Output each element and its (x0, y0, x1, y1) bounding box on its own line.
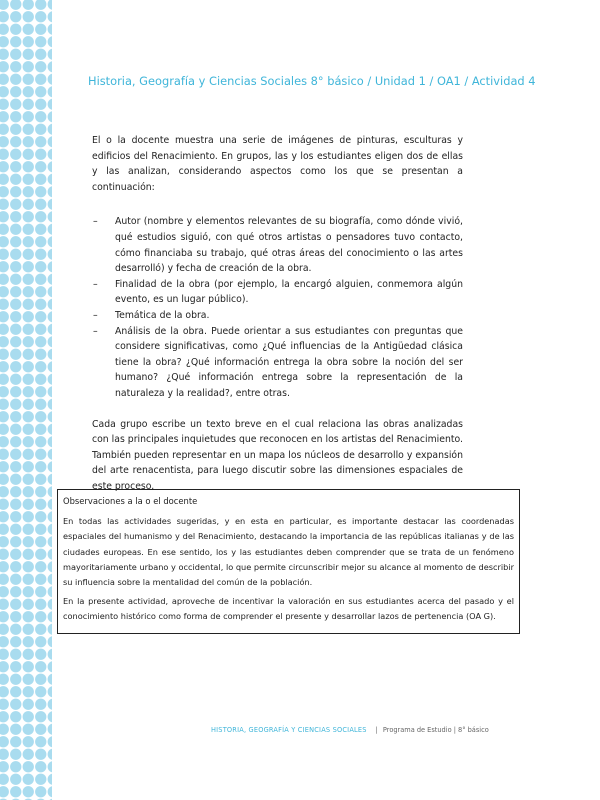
footer-subject: HISTORIA, GEOGRAFÍA Y CIENCIAS SOCIALES (211, 726, 367, 734)
aspects-list (92, 214, 463, 401)
list-item: – Finalidad de la obra (por ejemplo, la encargó alguien, conmemora algún evento, es un lugar público). (92, 277, 463, 308)
footer-separator: | (375, 726, 378, 734)
footer-program: Programa de Estudio (382, 726, 452, 734)
observation-paragraph: En la presente actividad, aproveche de incentivar la valoración en sus estudiantes acerca del pasado y el conocimiento histórico como forma de comprender el presente y desarrollar lazos de pertenencia (OA G). (63, 596, 514, 622)
teacher-observations-box (57, 489, 520, 634)
list-item: – Análisis de la obra. Puede orientar a sus estudiantes con preguntas que considere significativas, como ¿Qué influencias de la Antigüedad clásica tiene la obra? ¿Qué información entrega la obra sobre la noción del ser humano? ¿Qué información entrega sobre la representación de la naturaleza y la realidad?, entre otras. (92, 324, 463, 402)
activity-content (92, 133, 463, 494)
list-item: – Autor (nombre y elementos relevantes de su biografía, como dónde vivió, qué estudios siguió, con qué otros artistas o pensadores tuvo contacto, cómo financiaba su trabajo, qué otras áreas del conocimiento o las artes desarrolló) y fecha de creación de la obra. (92, 214, 463, 276)
closing-paragraph: Cada grupo escribe un texto breve en el cual relaciona las obras analizadas con las principales inquietudes que reconocen en los artistas del Renacimiento. También pueden representar en un mapa los núcleos de desarrollo y expansión del arte renacentista, para luego discutir sobre las dimensiones espaciales de este proceso. (92, 418, 463, 492)
observation-paragraph: En todas las actividades sugeridas, y en esta en particular, es importante destacar las coordenadas espaciales del humanismo y del Renacimiento, destacando la importancia de las repúblicas italianas y de las ciudades europeas. En ese sentido, los y las estudiantes deben comprender que se trata de un fenómeno mayoritariamente urbano y occidental, lo que permite circunscribir mejor su alcance al momento de describir su influencia sobre la mentalidad del común de la población. (63, 516, 514, 588)
page-breadcrumb: Historia, Geografía y Ciencias Sociales 8° básico / Unidad 1 / OA1 / Actividad 4 (88, 74, 536, 88)
page-footer (211, 726, 571, 734)
observations-title: Observaciones a la o el docente (63, 496, 198, 506)
footer-grade: | 8° básico (453, 726, 489, 734)
intro-paragraph: El o la docente muestra una serie de imágenes de pinturas, esculturas y edificios del Renacimiento. En grupos, las y los estudiantes eligen dos de ellas y las analizan, considerando aspectos como los que se presentan a continuación: (92, 135, 463, 193)
decorative-side-pattern (0, 0, 52, 800)
list-item: – Temática de la obra. (92, 308, 463, 324)
